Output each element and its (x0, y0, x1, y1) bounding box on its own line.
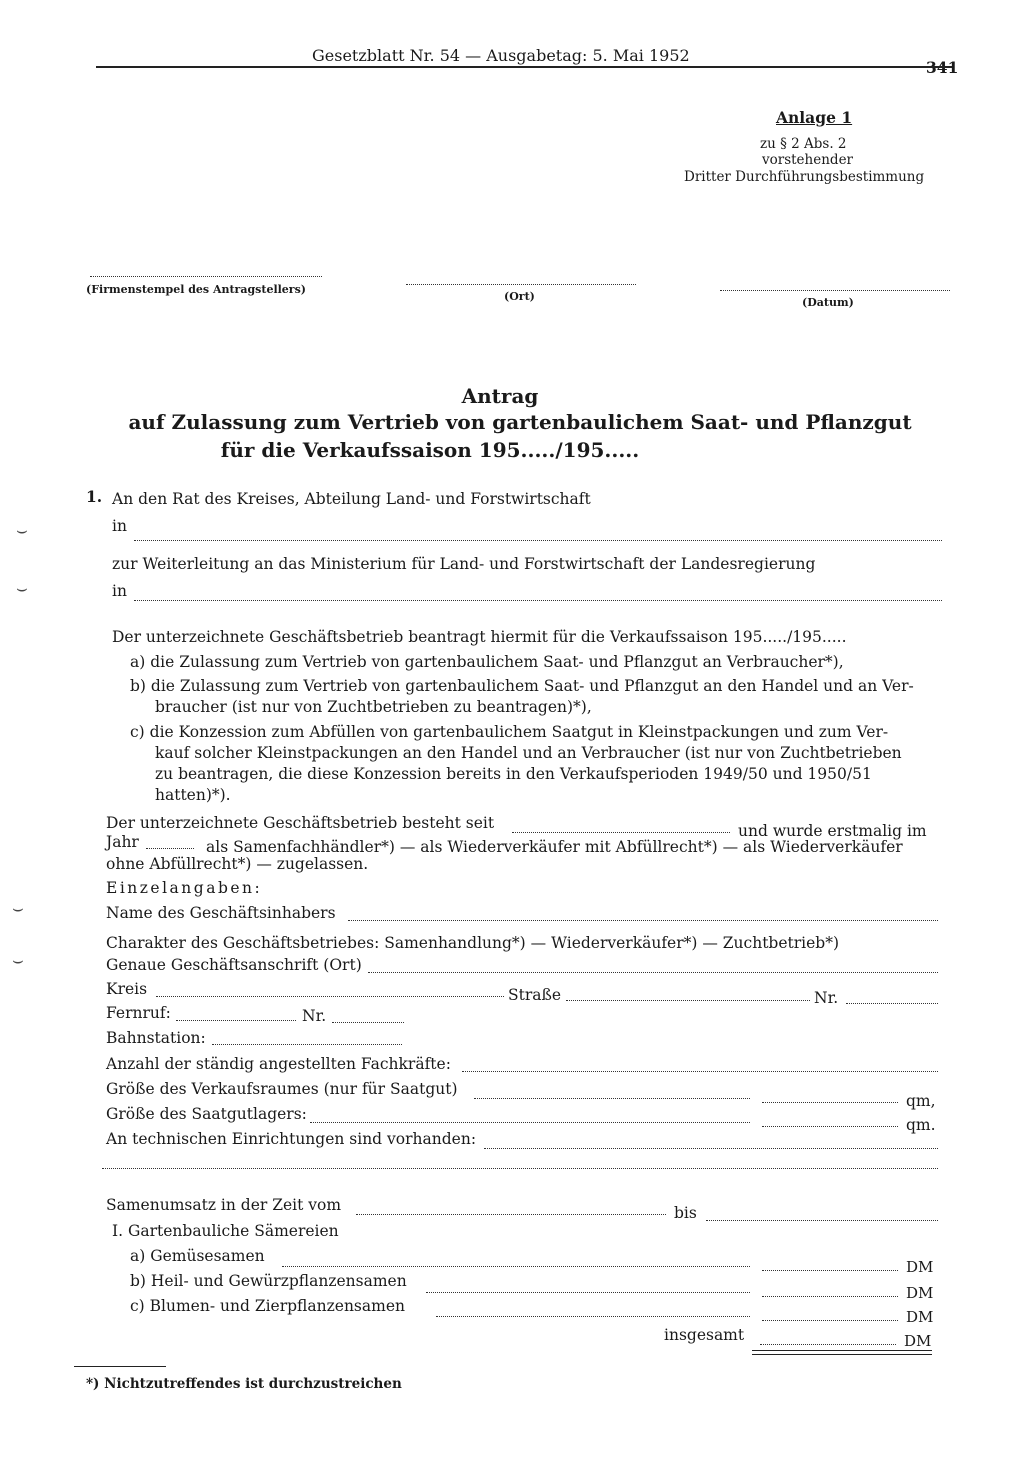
zulassung-arten: als Samenfachhändler*) — als Wiederverkäufer mit Abfüllrecht*) — als Wiederverkäufer (206, 838, 903, 856)
kreis-line[interactable] (156, 996, 504, 997)
nr-label: Nr. (814, 989, 839, 1007)
total-label: insgesamt (664, 1326, 745, 1344)
item-heil-unit: DM (906, 1284, 934, 1302)
nr-line[interactable] (846, 1003, 938, 1004)
footnote-rule (74, 1366, 166, 1367)
umsatz-von-line[interactable] (356, 1214, 666, 1215)
fachkraefte-line[interactable] (462, 1071, 938, 1072)
besteht-seit-label: Der unterzeichnete Geschäftsbetrieb besteht seit (106, 814, 495, 832)
ort-label: (Ort) (504, 290, 535, 303)
firmenstempel-label: (Firmenstempel des Antragstellers) (86, 283, 306, 296)
saatgutlager-unit: qm. (906, 1116, 936, 1134)
item-gemuese-label: a) Gemüsesamen (130, 1247, 265, 1265)
header-rule (96, 66, 952, 68)
ort-line[interactable] (406, 284, 636, 285)
strasse-label: Straße (508, 986, 562, 1004)
total-unit: DM (904, 1332, 932, 1350)
fernruf-label: Fernruf: (106, 1004, 171, 1022)
saatgutlager-label: Größe des Saatgutlagers: (106, 1105, 307, 1123)
item-gemuese-line[interactable] (762, 1270, 898, 1271)
zulassung-ende: ohne Abfüllrecht*) — zugelassen. (106, 855, 369, 873)
margin-check-mark: ⌣ (12, 950, 24, 971)
anlage-line-3: Dritter Durchführungsbestimmung (684, 169, 925, 185)
umsatz-bis-label: bis (674, 1204, 697, 1222)
saatgutlager-line[interactable] (762, 1126, 898, 1127)
anlage-line-1: zu § 2 Abs. 2 (760, 136, 847, 152)
datum-line[interactable] (720, 290, 950, 291)
in-line-1[interactable] (134, 540, 942, 541)
antrag-text: Der unterzeichnete Geschäftsbetrieb beantragt hiermit für die Verkaufssaison 195...../195..... (112, 628, 847, 646)
option-b-line-2: braucher (ist nur von Zuchtbetrieben zu beantragen)*), (155, 698, 592, 716)
item-blumen-label: c) Blumen- und Zierpflanzensamen (130, 1297, 405, 1315)
option-c-line-1: c) die Konzession zum Abfüllen von gartenbaulichem Saatgut in Kleinstpackungen und zum Ver- (130, 723, 889, 741)
item-blumen-unit: DM (906, 1308, 934, 1326)
einzelangaben-heading: Einzelangaben: (106, 879, 263, 897)
erstmalig-label: und wurde erstmalig im (738, 822, 927, 840)
name-line[interactable] (348, 920, 938, 921)
margin-check-mark: ⌣ (12, 898, 24, 919)
besteht-seit-line[interactable] (512, 832, 730, 833)
umsatz-zeit-label: Samenumsatz in der Zeit vom (106, 1196, 342, 1214)
in-label-2: in (112, 582, 127, 600)
jahr-label: Jahr (106, 833, 139, 851)
fachkraefte-label: Anzahl der ständig angestellten Fachkräfte: (106, 1055, 451, 1073)
fernruf-line[interactable] (176, 1020, 296, 1021)
section-number: 1. (86, 487, 103, 506)
item-blumen-leader (436, 1316, 750, 1317)
total-underline-2 (752, 1354, 932, 1355)
option-c-line-2: kauf solcher Kleinstpackungen an den Handel und an Verbraucher (ist nur von Zuchtbetrieben (155, 744, 902, 762)
margin-check-mark: ⌣ (16, 520, 28, 541)
item-gemuese-leader (282, 1266, 750, 1267)
anlage-title: Anlage 1 (776, 108, 853, 127)
total-line[interactable] (760, 1344, 896, 1345)
item-gemuese-unit: DM (906, 1258, 934, 1276)
bahnstation-label: Bahnstation: (106, 1029, 206, 1047)
technik-line-2[interactable] (102, 1168, 938, 1169)
gruppe-label: I. Gartenbauliche Sämereien (112, 1222, 339, 1240)
margin-check-mark: ⌣ (16, 578, 28, 599)
anlage-line-2: vorstehender (762, 152, 854, 168)
technik-label: An technischen Einrichtungen sind vorhanden: (106, 1130, 477, 1148)
charakter-text: Charakter des Geschäftsbetriebes: Samenhandlung*) — Wiederverkäufer*) — Zuchtbetrieb*) (106, 934, 840, 952)
anschrift-line[interactable] (368, 972, 938, 973)
fernruf-nr-label: Nr. (302, 1007, 327, 1025)
in-label-1: in (112, 517, 127, 535)
page-number: 341 (926, 58, 959, 77)
datum-label: (Datum) (802, 296, 854, 309)
total-underline-1 (752, 1350, 932, 1351)
anschrift-label: Genaue Geschäftsanschrift (Ort) (106, 956, 362, 974)
bahnstation-line[interactable] (212, 1044, 402, 1045)
weiterleitung: zur Weiterleitung an das Ministerium für Land- und Forstwirtschaft der Landesregierung (112, 555, 816, 573)
item-heil-leader (426, 1292, 750, 1293)
technik-line-1[interactable] (484, 1148, 938, 1149)
verkaufsraum-line[interactable] (762, 1102, 898, 1103)
saatgutlager-leader (310, 1122, 750, 1123)
option-c-line-3: zu beantragen, die diese Konzession bereits in den Verkaufsperioden 1949/50 und 1950/51 (155, 765, 872, 783)
rat-des-kreises: An den Rat des Kreises, Abteilung Land- und Forstwirtschaft (112, 490, 591, 508)
jahr-line[interactable] (146, 848, 194, 849)
option-b-line-1: b) die Zulassung zum Vertrieb von gartenbaulichem Saat- und Pflanzgut an den Handel und an Ver- (130, 677, 914, 695)
option-a: a) die Zulassung zum Vertrieb von gartenbaulichem Saat- und Pflanzgut an Verbraucher*), (130, 653, 844, 671)
item-blumen-line[interactable] (762, 1320, 898, 1321)
kreis-label: Kreis (106, 980, 148, 998)
title-line-2: auf Zulassung zum Vertrieb von gartenbaulichem Saat- und Pflanzgut (128, 410, 912, 434)
verkaufsraum-label: Größe des Verkaufsraumes (nur für Saatgut) (106, 1080, 458, 1098)
page-header-title: Gesetzblatt Nr. 54 — Ausgabetag: 5. Mai 1952 (312, 46, 690, 65)
footnote-text: *) Nichtzutreffendes ist durchzustreichen (86, 1376, 402, 1392)
title-line-3: für die Verkaufssaison 195...../195..... (220, 438, 640, 462)
item-heil-line[interactable] (762, 1296, 898, 1297)
strasse-line[interactable] (566, 1000, 810, 1001)
in-line-2[interactable] (134, 600, 942, 601)
umsatz-bis-line[interactable] (706, 1220, 938, 1221)
item-heil-label: b) Heil- und Gewürzpflanzensamen (130, 1272, 407, 1290)
verkaufsraum-unit: qm, (906, 1092, 936, 1110)
fernruf-nr-line[interactable] (332, 1022, 404, 1023)
option-c-line-4: hatten)*). (155, 786, 231, 804)
title-line-1: Antrag (461, 384, 539, 408)
firmenstempel-line[interactable] (90, 276, 322, 277)
verkaufsraum-leader (474, 1098, 750, 1099)
name-label: Name des Geschäftsinhabers (106, 904, 336, 922)
